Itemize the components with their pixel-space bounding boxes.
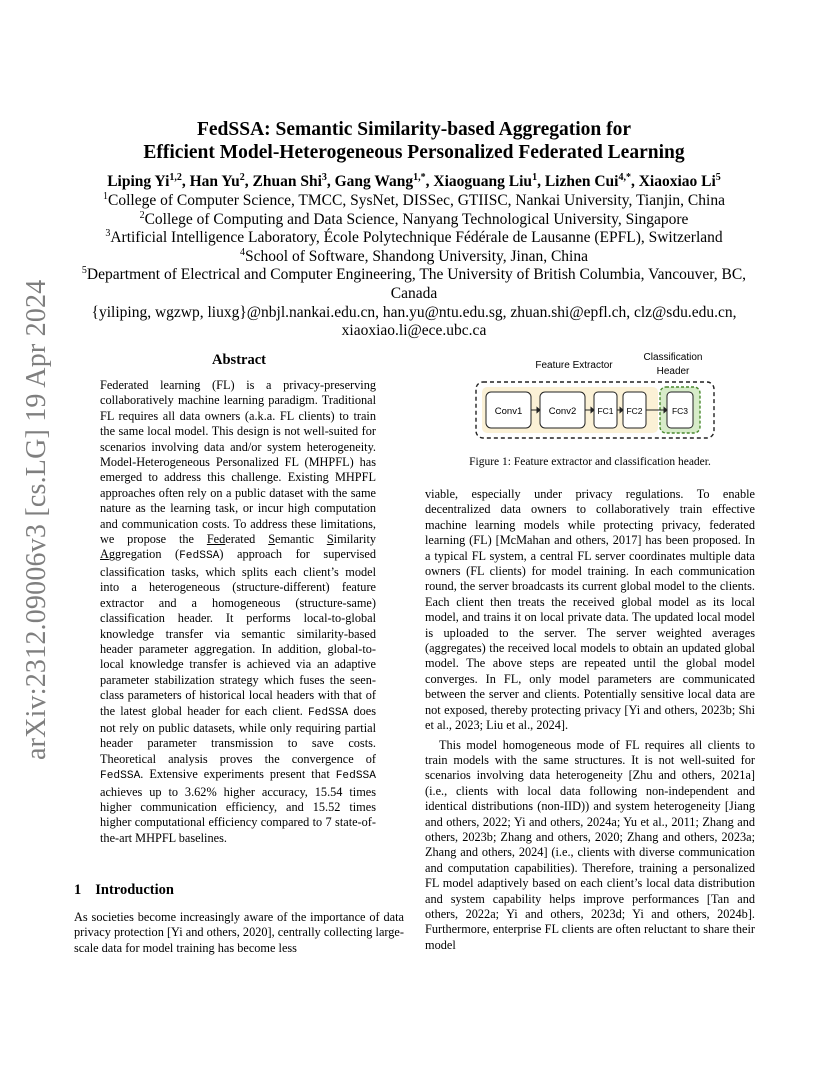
fc3-label: FC3 [671, 406, 689, 416]
abstract-body: Federated learning (FL) is a privacy-preserving collaboratively machine learning paradigm. Traditional FL requires all data owners (a.k.a. FL clients) to train the same local model. This design is not well-suited for scenarios involving data and/or system heterogeneity. Model-Heterogeneous Personalized FL (MHPFL) has emerged to address this challenge. Existing MHPFL approaches often rely on a public dataset with the same nature as the learning task, or incur high computation and communication costs. To address these limitations, we propose the Federated Semantic Similarity Aggregation (FedSSA) approach for supervised classification tasks, which splits each client’s model into a heterogeneous (structure-different) feature extractor and a homogeneous (structure-same) classification header. It performs local-to-global knowledge transfer via semantic similarity-based header parameter aggregation. In addition, global-to-local knowledge transfer is achieved via an adaptive parameter stabilization strategy which fuses the seen-class parameters of historical local headers with that of the latest global header for each client. FedSSA does not rely on public datasets, while only requiring partial header parameter transmission to save costs. Theoretical analysis proves the convergence of FedSSA. Extensive experiments present that FedSSA achieves up to 3.62% higher accuracy, 15.54 times higher communication efficiency, and 15.52 times higher computational efficiency compared to 7 state-of-the-art MHPFL baselines. [100, 378, 377, 845]
affiliation: $^2$College of Computing and Data Science, Nanyang Technological University, Singapore [139, 209, 689, 228]
author: Lizhen Cui$^{4,*}$, [544, 171, 639, 190]
figure-1-diagram [470, 348, 720, 448]
classification-label: Classification [643, 352, 703, 363]
abstract-heading: Abstract [212, 352, 266, 368]
feature-extractor-label: Feature Extractor [535, 360, 613, 371]
section-heading: 1 Introduction [74, 882, 174, 898]
author: Xiaoxiao Li$^5$ [638, 171, 721, 190]
affiliation: $^5$Department of Electrical and Computer Engineering, The University of British Columbia, Vancouver, BC, Canada [81, 265, 747, 302]
fc2-label: FC2 [626, 406, 643, 416]
affiliation: $^1$College of Computer Science, TMCC, SysNet, DISSec, GTIISC, Nankai University, Tianjin, China [103, 190, 725, 209]
paragraph: This model homogeneous mode of FL requires all clients to train models with the same structures. It is not well-suited for scenarios involving data heterogeneity [Zhu and others, 2021a] (i.e., clients with local data following non-independent and identical distributions (non-IID)) and system heterogeneity [Jiang and others, 2022; Yi and others, 2024a; Yu et al., 2011; Zhang and others, 2023b; Zhang and others, 2020; Zhang and others, 2023a; Zhang and others, 2024] (i.e., clients with diverse communication and computation capabilities). Therefore, training a personalized FL model adaptively based on each client’s local data distribution and system capability helps improve performances [Tan and others, 2022a; Yi and others, 2023d; Yi and others, 2024b]. Furthermore, enterprise FL clients are often reluctant to share their model [425, 737, 755, 952]
author: Han Yu$^2$, [189, 171, 253, 190]
fc1-label: FC1 [597, 406, 614, 416]
author: Liping Yi$^{1,2}$, [107, 171, 190, 190]
email-list: {yiliping, wgzwp, liuxg}@nbjl.nankai.edu.cn, han.yu@ntu.edu.sg, zhuan.shi@epfl.ch, clz@sdu.edu.cn, xiaoxiao.li@ece.ubc.ca [91, 303, 737, 340]
affiliations [60, 192, 768, 341]
author-list [0, 173, 828, 191]
author: Xiaoguang Liu$^1$, [433, 171, 545, 190]
paragraph: viable, especially under privacy regulations. To enable decentralized data owners to collaboratively train effective machine learning models while protecting privacy, federated learning (FL) [McMahan and others, 2017] has been proposed. In a typical FL system, a central FL server coordinates multiple data owners (FL clients) for model training. In each communication round, the server broadcasts its current global model to the clients. Each client then treats the received global model as its local model, and trains it on local private data. The updated local model is uploaded to the server. The server weighted averages (aggregates) the received local models to obtain an updated global model. The above steps are repeated until the global model converges. In FL, only model parameters are communicated between the server and clients. Potentially sensitive local data are not exposed, thereby protecting privacy [Yi and others, 2023b; Shi et al., 2023; Liu et al., 2024]. [425, 487, 755, 733]
arxiv-identifier-text: arXiv:2312.09006v3 [cs.LG] 19 Apr 2024 [21, 279, 52, 760]
conv1-label: Conv1 [494, 406, 523, 417]
header-label: Header [656, 366, 690, 377]
intro-paragraph: As societies become increasingly aware of the importance of data privacy protection [Yi and others, 2020], centrally collecting large-scale data for model training has become less [74, 910, 404, 955]
title-line-2: Efficient Model-Heterogeneous Personalized Federated Learning [143, 142, 685, 163]
paper-title [0, 118, 828, 164]
author: Gang Wang$^{1,*}$, [334, 171, 434, 190]
title-line-1: FedSSA: Semantic Similarity-based Aggregation for [196, 119, 632, 140]
figure-1-caption: Figure 1: Feature extractor and classification header. [469, 456, 711, 468]
author: Zhuan Shi$^3$, [252, 171, 335, 190]
right-column-text [425, 487, 755, 953]
conv2-label: Conv2 [548, 406, 577, 417]
affiliation: $^3$Artificial Intelligence Laboratory, École Polytechnique Fédérale de Lausanne (EPFL), Switzerland [105, 228, 723, 247]
affiliation: $^4$School of Software, Shandong University, Jinan, China [240, 246, 588, 265]
